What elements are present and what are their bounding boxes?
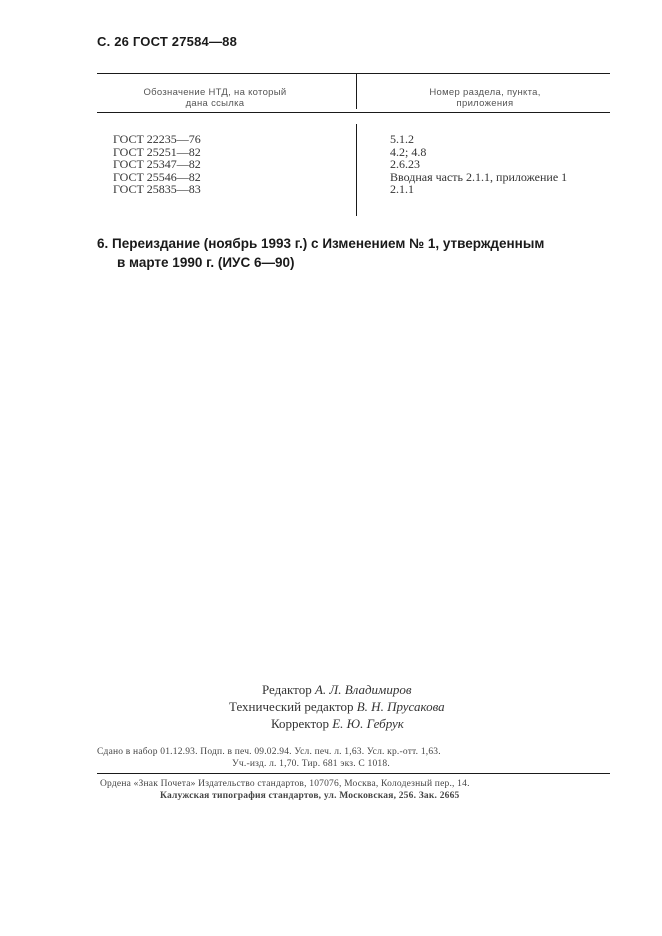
page-header: С. 26 ГОСТ 27584—88 (97, 34, 238, 49)
col2-header-line1: Номер раздела, пункта, (429, 87, 541, 98)
tech-editor-line (229, 698, 445, 715)
col1-header (110, 87, 320, 109)
editor-line (262, 681, 445, 698)
imprint-line1: Сдано в набор 01.12.93. Подп. в печ. 09.02.94. Усл. печ. л. 1,63. Усл. кр.-отт. 1,63. (97, 747, 441, 757)
imprint-line2: Уч.-изд. л. 1,70. Тир. 681 экз. С 1018. (232, 759, 390, 769)
editor-name: А. Л. Владимиров (314, 682, 412, 697)
reissue-line2: в марте 1990 г. (ИУС 6—90) (117, 255, 295, 270)
reissue-line1: 6. Переиздание (ноябрь 1993 г.) с Изменением № 1, утвержденным (97, 236, 545, 251)
col1-header-line2: дана ссылка (185, 98, 245, 109)
proofreader-name: Е. Ю. Гебрук (332, 716, 404, 731)
tech-editor-name: В. Н. Прусакова (356, 699, 445, 714)
doc-column (113, 133, 201, 196)
col2-header-line2: приложения (456, 98, 514, 109)
table-row-doc-2: ГОСТ 25251—82 (113, 144, 201, 159)
proofreader-role: Корректор (271, 716, 329, 731)
table-row-ref-2: 4.2; 4.8 (390, 144, 427, 159)
credits (229, 681, 445, 732)
table-header-rule (97, 112, 610, 113)
imprint-line4: Калужская типография стандартов, ул. Московская, 256. Зак. 2665 (160, 791, 460, 801)
editor-role: Редактор (262, 682, 312, 697)
table-row-doc-4: ГОСТ 25546—82 (113, 169, 201, 184)
proofreader-line (271, 715, 445, 732)
table-row-doc-3: ГОСТ 25347—82 (113, 157, 201, 171)
table-row-ref-5: 2.1.1 (390, 182, 414, 196)
table-row-ref-1: 5.1.2 (390, 132, 414, 146)
table-row-ref-4: Вводная часть 2.1.1, приложение 1 (390, 169, 568, 184)
table-header-divider (356, 74, 357, 109)
imprint-line3: Ордена «Знак Почета» Издательство стандартов, 107076, Москва, Колодезный пер., 14. (100, 779, 470, 789)
tech-editor-role: Технический редактор (229, 699, 354, 714)
col1-header-line1: Обозначение НТД, на который (143, 87, 287, 98)
imprint-rule (97, 773, 610, 774)
reissue-note (97, 234, 617, 272)
table-row-doc-5: ГОСТ 25835—83 (113, 182, 201, 196)
col2-header (380, 87, 590, 109)
table-row-doc-1: ГОСТ 22235—76 (113, 132, 201, 146)
table-row-ref-3: 2.6.23 (390, 157, 420, 171)
ref-column (390, 133, 567, 196)
table-body-divider (356, 124, 357, 216)
table-top-rule (97, 73, 610, 74)
